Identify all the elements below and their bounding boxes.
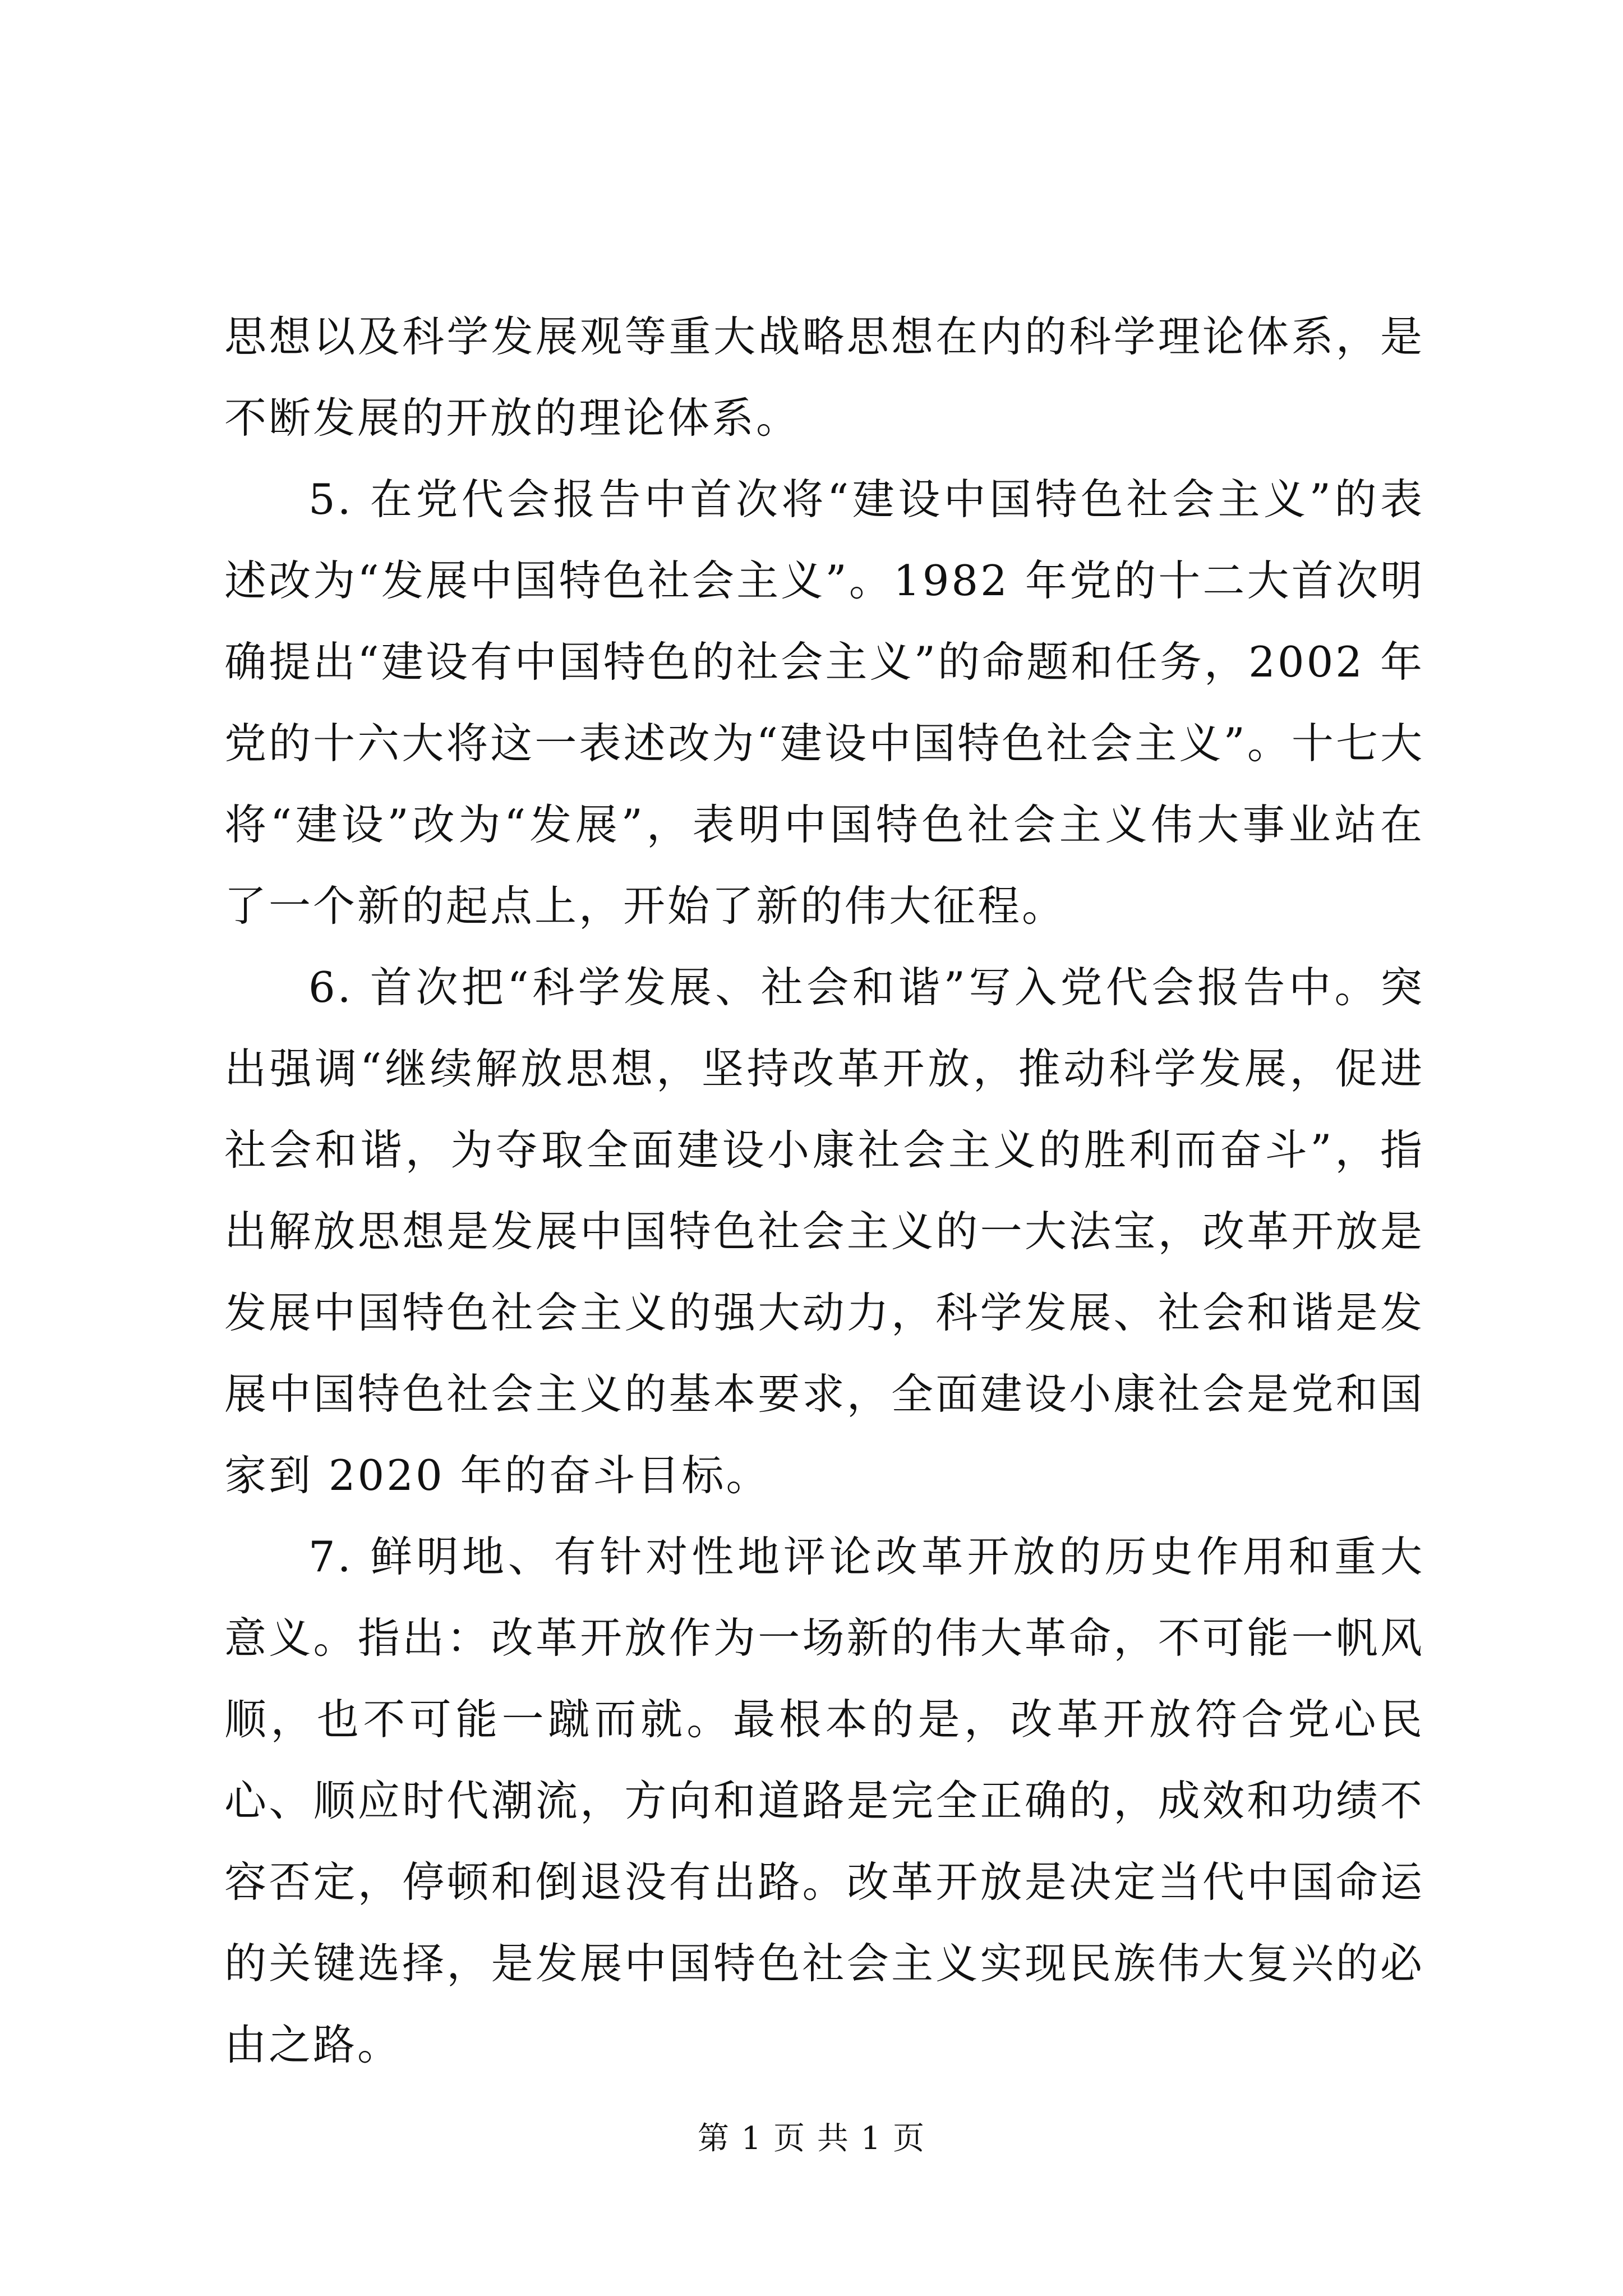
document-body — [224, 296, 1424, 2086]
page-footer: 第 1 页 共 1 页 — [697, 2120, 926, 2157]
paragraph-continuation: 思想以及科学发展观等重大战略思想在内的科学理论体系，是不断发展的开放的理论体系。 — [224, 312, 1424, 443]
paragraph-item-6: 6. 首次把“科学发展、社会和谐”写入党代会报告中。突出强调“继续解放思想，坚持改革开放，推动科学发展，促进社会和谐，为夺取全面建设小康社会主义的胜利而奋斗”，指出解放思想是发展中国特色社会主义的一大法宝，改革开放是发展中国特色社会主义的强大动力，科学发展、社会和谐是发展中国特色社会主义的基本要求，全面建设小康社会是党和国家到 2020 年的奋斗目标。 — [224, 963, 1424, 1500]
paragraph-item-7: 7. 鲜明地、有针对性地评论改革开放的历史作用和重大意义。指出：改革开放作为一场新的伟大革命，不可能一帆风顺，也不可能一蹴而就。最根本的是，改革开放符合党心民心、顺应时代潮流，方向和道路是完全正确的，成效和功绩不容否定，停顿和倒退没有出路。改革开放是决定当代中国命运的关键选择，是发展中国特色社会主义实现民族伟大复兴的必由之路。 — [224, 1532, 1424, 2069]
paragraph-item-5: 5. 在党代会报告中首次将“建设中国特色社会主义”的表述改为“发展中国特色社会主义”。1982 年党的十二大首次明确提出“建设有中国特色的社会主义”的命题和任务，2002 年党的十六大将这一表述改为“建设中国特色社会主义”。十七大将“建设”改为“发展”，表明中国特色社会主义伟大事业站在了一个新的起点上，开始了新的伟大征程。 — [224, 475, 1424, 931]
